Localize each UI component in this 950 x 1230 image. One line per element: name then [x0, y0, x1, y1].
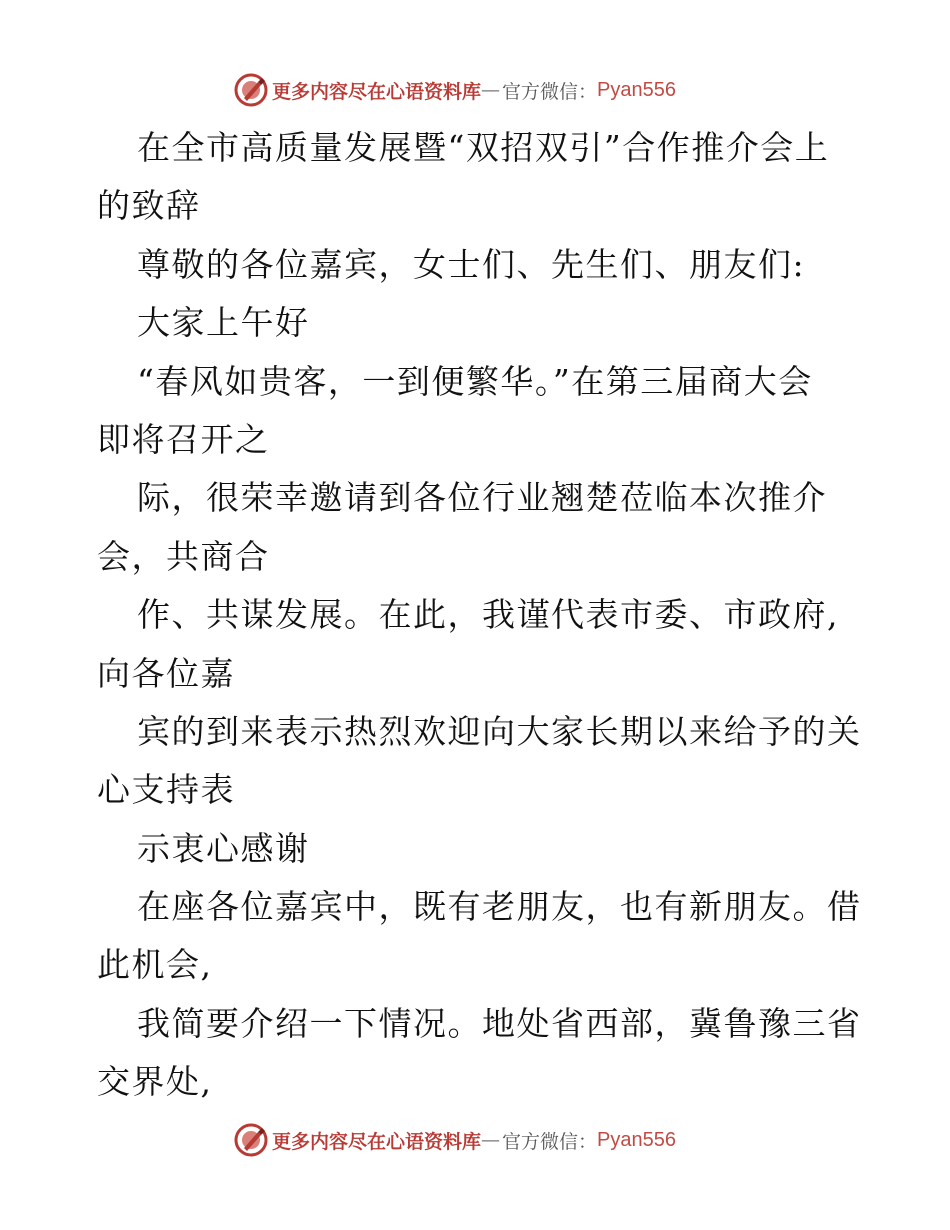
- banner-text: 更多内容尽在心语资料库: [272, 80, 482, 103]
- text-line: 交界处,: [97, 1062, 213, 1102]
- banner-contact-label: 官方微信：: [502, 80, 598, 103]
- banner-text: 更多内容尽在心语资料库: [272, 1130, 482, 1153]
- banner-separator: —: [481, 1129, 501, 1151]
- text-line: 尊敬的各位嘉宾，女士们、先生们、朋友们:: [137, 244, 806, 284]
- text-line: 示衷心感谢: [137, 828, 310, 868]
- text-line: 的致辞: [97, 186, 201, 226]
- document-body: [97, 119, 862, 1112]
- text-line: “春风如贵客，一到便繁华。”在第三届商大会: [137, 361, 813, 401]
- text-line: 我简要介绍一下情况。地处省西部，冀鲁豫三省: [137, 1003, 862, 1043]
- text-line: 在座各位嘉宾中，既有老朋友，也有新朋友。借: [137, 887, 862, 927]
- banner-contact-label: 官方微信：: [502, 1130, 598, 1153]
- pen-logo-icon: [234, 73, 268, 107]
- text-line: 宾的到来表示热烈欢迎向大家长期以来给予的关: [137, 711, 862, 751]
- footer-banner: [234, 1123, 676, 1157]
- text-line: 作、共谋发展。在此，我谨代表市委、市政府,: [137, 595, 839, 635]
- text-line: 此机会,: [97, 945, 213, 985]
- pen-logo-icon: [234, 1123, 268, 1157]
- text-line: 会，共商合: [97, 536, 270, 576]
- banner-separator: —: [481, 79, 501, 101]
- text-line: 在全市高质量发展暨“双招双引”合作推介会上: [137, 128, 830, 167]
- banner-contact-id: Pyan556: [597, 1128, 676, 1151]
- header-banner: [234, 73, 676, 107]
- text-line: 际，很荣幸邀请到各位行业翘楚莅临本次推介: [137, 478, 827, 518]
- text-line: 向各位嘉: [97, 653, 235, 693]
- text-line: 大家上午好: [137, 303, 310, 343]
- text-line: 心支持表: [97, 770, 235, 810]
- text-line: 即将召开之: [97, 419, 270, 459]
- banner-contact-id: Pyan556: [597, 78, 676, 101]
